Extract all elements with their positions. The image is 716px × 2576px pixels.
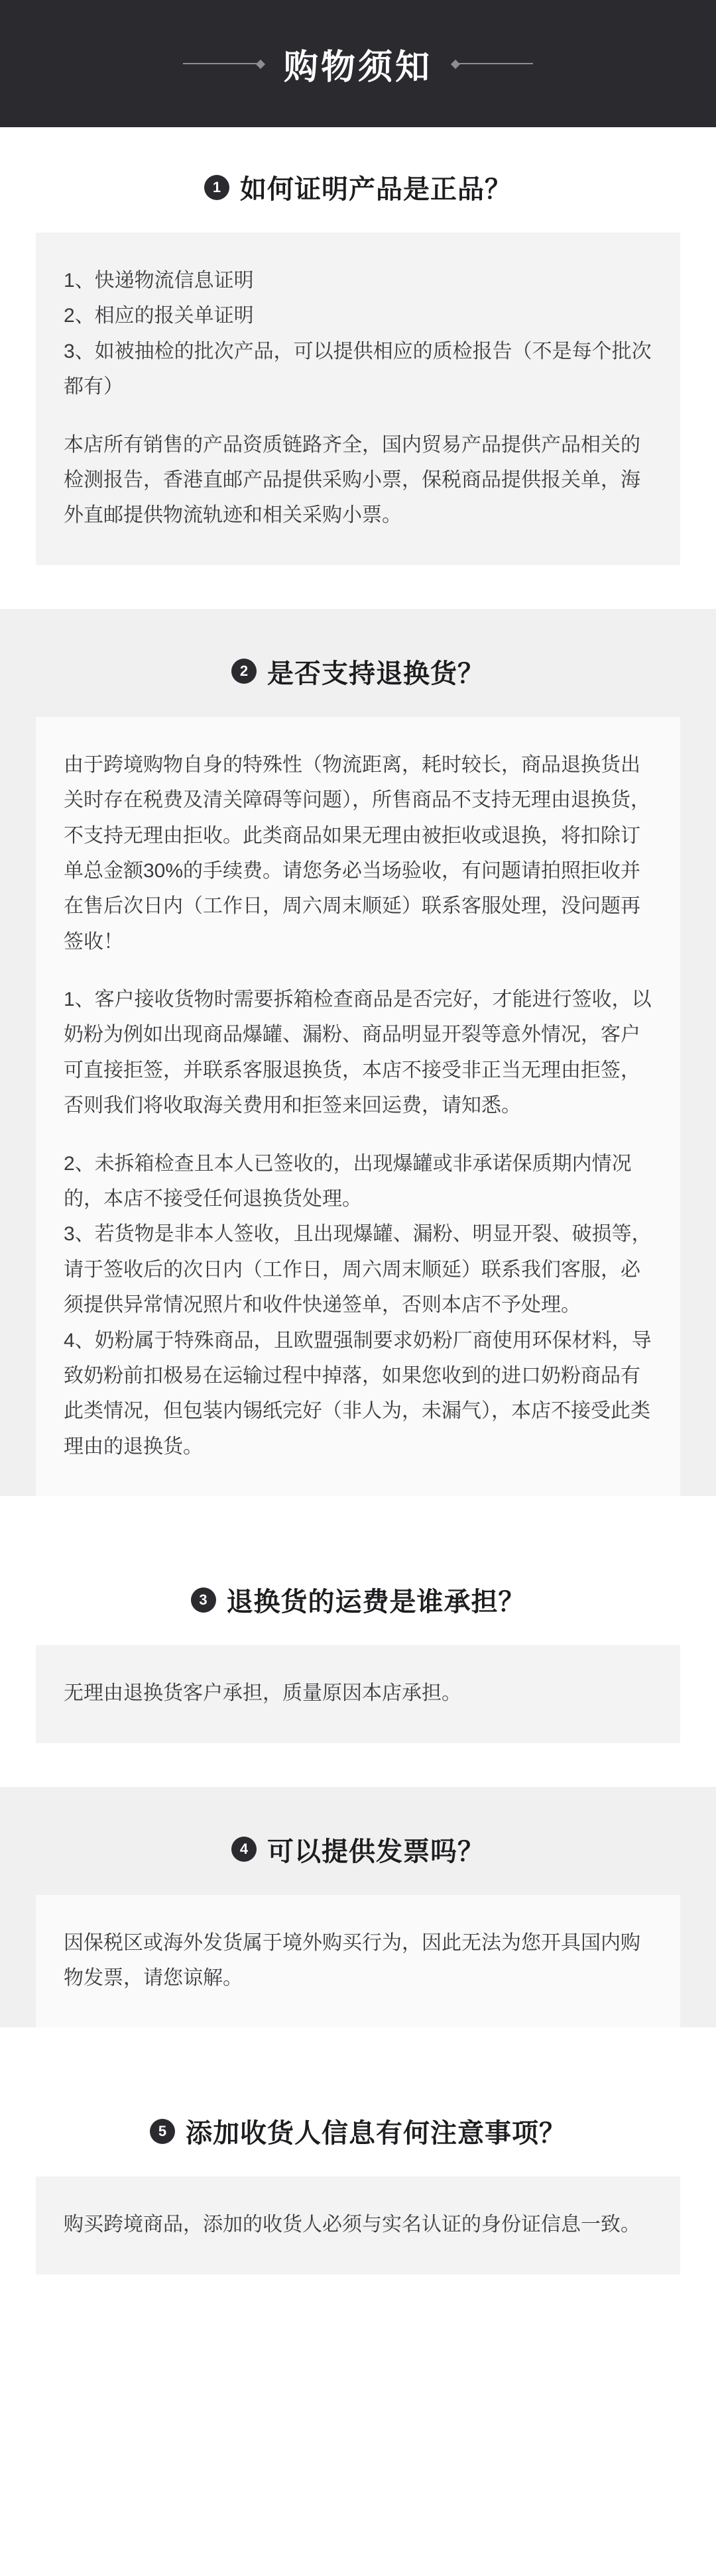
faq-number-badge-2: 2 xyxy=(231,659,257,684)
faq-answer-line: 因保税区或海外发货属于境外购买行为，因此无法为您开具国内购物发票，请您谅解。 xyxy=(64,1931,640,1989)
faq-heading-3 xyxy=(0,1540,716,1645)
faq-number-badge-4: 4 xyxy=(231,1837,257,1862)
header-inner xyxy=(183,39,533,89)
faq-section-3 xyxy=(0,1540,716,1743)
faq-answer-line: 购买跨境商品，添加的收货人必须与实名认证的身份证信息一致。 xyxy=(64,2214,640,2236)
faq-answer-card-3 xyxy=(36,1645,680,1743)
page-bottom-spacer xyxy=(0,2318,716,2345)
faq-answer-line: 本店所有销售的产品资质链路齐全，国内贸易产品提供产品相关的检测报告，香港直邮产品提供采购小票，保税商品提供报关单，海外直邮提供物流轨迹和相关采购小票。 xyxy=(64,433,640,527)
faq-number-badge-1: 1 xyxy=(204,175,229,200)
faq-question-5: 添加收货人信息有何注意事项？ xyxy=(186,2119,566,2149)
faq-answer-line: 2、未拆箱检查且本人已签收的，出现爆罐或非承诺保质期内情况的，本店不接受任何退换货处理。 xyxy=(64,1152,632,1210)
faq-heading-5 xyxy=(0,2071,716,2176)
faq-answer-card-2 xyxy=(36,717,680,1496)
faq-answer-line: 无理由退换货客户承担，质量原因本店承担。 xyxy=(64,1682,461,1705)
faq-answer-card-5 xyxy=(36,2176,680,2274)
faq-answer-line: 3、若货物是非本人签收，且出现爆罐、漏粉、明显开裂、破损等，请于签收后的次日内（工作日，周六周末顺延）联系我们客服，必须提供异常情况照片和收件快递签单，否则本店不予处理。 xyxy=(64,1223,652,1316)
faq-question-1: 如何证明产品是正品？ xyxy=(240,175,512,204)
faq-answer-line: 由于跨境购物自身的特殊性（物流距离，耗时较长，商品退换货出关时存在税费及清关障碍等问题），所售商品不支持无理由退换货，不支持无理由拒收。此类商品如果无理由被拒收或退换，将扣除订单总金额30%的手续费。请您务必当场验收，有问题请拍照拒收并在售后次日内（工作日，周六周末顺延）联系客服处理，没问题再签收！ xyxy=(64,753,650,953)
faq-heading-4 xyxy=(0,1787,716,1895)
faq-section-4 xyxy=(0,1787,716,2028)
faq-answer-card-1 xyxy=(36,233,680,565)
page-header xyxy=(0,0,716,127)
faq-answer-line: 1、快递物流信息证明 xyxy=(64,270,254,292)
faq-answer-line: 3、如被抽检的批次产品，可以提供相应的质检报告（不是每个批次都有） xyxy=(64,340,652,398)
faq-heading-2 xyxy=(0,609,716,717)
faq-answer-card-4 xyxy=(36,1895,680,2028)
faq-section-2 xyxy=(0,609,716,1496)
faq-answer-line: 2、相应的报关单证明 xyxy=(64,305,254,327)
faq-question-2: 是否支持退换货？ xyxy=(267,659,485,688)
faq-answer-line: 4、奶粉属于特殊商品，且欧盟强制要求奶粉厂商使用环保材料，导致奶粉前扣极易在运输过程中掉落，如果您收到的进口奶粉商品有此类情况，但包装内锡纸完好（非人为，未漏气），本店不接受此类理由的退换货。 xyxy=(64,1329,652,1458)
faq-answer-line: 1、客户接收货物时需要拆箱检查商品是否完好，才能进行签收，以奶粉为例如出现商品爆罐、漏粉、商品明显开裂等意外情况，客户可直接拒签，并联系客服退换货，本店不接受非正当无理由拒签，否则我们将收取海关费用和拒签来回运费，请知悉。 xyxy=(64,989,652,1117)
divider-right-icon xyxy=(455,63,533,64)
faq-heading-1 xyxy=(0,127,716,233)
faq-number-badge-5: 5 xyxy=(150,2119,175,2144)
faq-question-4: 可以提供发票吗？ xyxy=(267,1837,485,1866)
faq-question-3: 退换货的运费是谁承担？ xyxy=(226,1587,526,1617)
divider-left-icon xyxy=(183,63,261,64)
faq-section-1 xyxy=(0,127,716,565)
page-title: 购物须知 xyxy=(283,48,432,87)
faq-section-5 xyxy=(0,2071,716,2274)
faq-number-badge-3: 3 xyxy=(191,1587,216,1613)
